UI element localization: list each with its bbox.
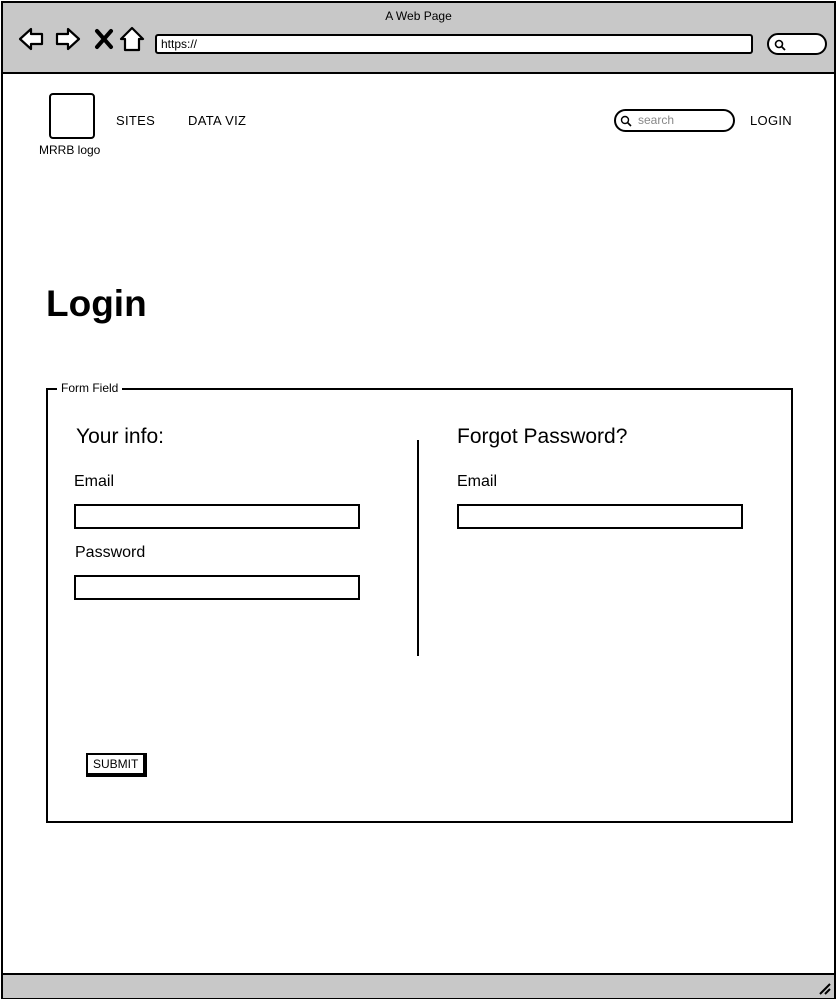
search-placeholder: search — [638, 113, 675, 127]
search-icon — [774, 39, 786, 51]
password-field[interactable] — [74, 575, 360, 600]
url-bar[interactable]: https:// — [155, 34, 753, 54]
fieldset-legend: Form Field — [57, 381, 122, 395]
submit-button[interactable]: SUBMIT — [86, 753, 147, 777]
back-arrow-icon[interactable] — [17, 25, 45, 53]
window-title: A Web Page — [385, 9, 452, 23]
form-fieldset — [46, 388, 793, 823]
status-bar — [3, 973, 834, 998]
browser-window — [1, 1, 836, 999]
forward-arrow-icon[interactable] — [54, 25, 82, 53]
resize-grip-icon[interactable] — [816, 980, 832, 996]
nav-link-data-viz[interactable]: DATA VIZ — [188, 113, 247, 128]
your-info-heading: Your info: — [76, 425, 164, 448]
forgot-email-label: Email — [457, 473, 498, 490]
email-field[interactable] — [74, 504, 360, 529]
column-divider — [417, 440, 419, 656]
browser-chrome — [3, 3, 834, 74]
password-label: Password — [75, 544, 146, 561]
login-link[interactable]: LOGIN — [750, 113, 792, 128]
logo-placeholder[interactable] — [49, 93, 95, 139]
logo-label: MRRB logo — [39, 143, 101, 157]
browser-search-field[interactable] — [767, 33, 827, 55]
forgot-password-heading: Forgot Password? — [457, 425, 628, 448]
page-title: Login — [46, 283, 147, 324]
search-icon — [620, 115, 632, 127]
site-search-input[interactable] — [614, 109, 735, 132]
stop-x-icon[interactable] — [90, 25, 118, 53]
home-icon[interactable] — [118, 25, 146, 53]
email-label: Email — [74, 473, 115, 490]
forgot-email-field[interactable] — [457, 504, 743, 529]
nav-link-sites[interactable]: SITES — [116, 113, 156, 128]
